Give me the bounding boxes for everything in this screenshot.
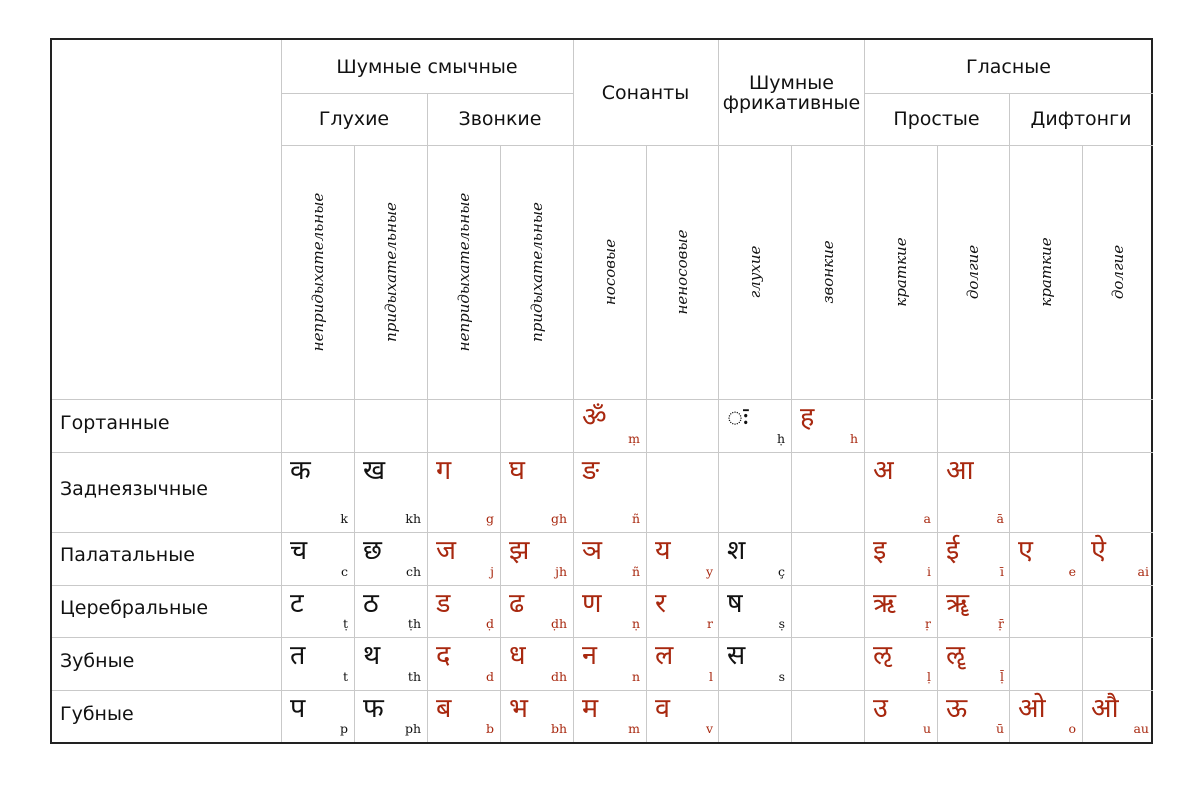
devanagari-glyph: त bbox=[290, 640, 306, 671]
row-label-palatal: Палатальные bbox=[60, 544, 195, 566]
transliteration: y bbox=[705, 564, 713, 579]
subheader-unaspirated-voiceless: непридыхательные bbox=[309, 192, 327, 352]
transliteration: gh bbox=[550, 511, 567, 526]
subheader-aspirated-voiced: придыхательные bbox=[528, 202, 546, 342]
row-label-velar: Заднеязычные bbox=[60, 478, 208, 500]
transliteration: b bbox=[485, 721, 494, 736]
transliteration: v bbox=[705, 721, 713, 736]
devanagari-glyph: द bbox=[436, 640, 451, 671]
subheader-unaspirated-voiced: непридыхательные bbox=[455, 192, 473, 352]
header-simple: Простые bbox=[893, 108, 980, 130]
devanagari-glyph: ञ bbox=[582, 535, 603, 566]
devanagari-glyph: अ bbox=[873, 455, 894, 486]
transliteration: au bbox=[1133, 721, 1149, 736]
devanagari-glyph: ई bbox=[946, 535, 960, 566]
devanagari-glyph: ऋ bbox=[873, 588, 897, 619]
devanagari-glyph: ण bbox=[582, 588, 602, 619]
devanagari-glyph: ब bbox=[436, 693, 452, 724]
devanagari-glyph: क bbox=[290, 455, 311, 486]
devanagari-glyph: ज bbox=[436, 535, 457, 566]
devanagari-glyph: ह bbox=[800, 402, 815, 433]
transliteration: j bbox=[490, 564, 494, 579]
transliteration: a bbox=[923, 511, 931, 526]
devanagari-glyph: ओ bbox=[1018, 693, 1046, 724]
transliteration: c bbox=[340, 564, 348, 579]
devanagari-glyph: ग bbox=[436, 455, 452, 486]
subheader-fricative-voiced: звонкие bbox=[819, 240, 837, 304]
row-label-labial: Губные bbox=[60, 703, 134, 725]
subheader-aspirated-voiceless: придыхательные bbox=[382, 202, 400, 342]
devanagari-glyph: छ bbox=[363, 535, 382, 566]
transliteration: ṭh bbox=[407, 616, 421, 631]
transliteration: n bbox=[631, 669, 640, 684]
devanagari-glyph: ध bbox=[509, 640, 526, 671]
transliteration: ñ bbox=[631, 511, 640, 526]
transliteration: t bbox=[342, 669, 348, 684]
transliteration: m bbox=[628, 721, 640, 736]
devanagari-glyph: भ bbox=[509, 693, 528, 724]
devanagari-glyph: व bbox=[655, 693, 671, 724]
header-voiced: Звонкие bbox=[458, 108, 542, 130]
devanagari-glyph: र bbox=[655, 588, 667, 619]
devanagari-glyph: ए bbox=[1018, 535, 1033, 566]
subheader-simple-short: краткие bbox=[892, 237, 910, 307]
transliteration: bh bbox=[550, 721, 567, 736]
devanagari-glyph: ऐ bbox=[1091, 535, 1106, 566]
devanagari-glyph: ङ bbox=[582, 455, 600, 486]
transliteration: ṃ bbox=[628, 431, 640, 446]
header-voiceless: Глухие bbox=[318, 108, 390, 130]
transliteration: i bbox=[927, 564, 931, 579]
devanagari-glyph: ढ bbox=[509, 588, 525, 619]
devanagari-glyph: घ bbox=[509, 455, 525, 486]
transliteration: h bbox=[849, 431, 858, 446]
transliteration: ṇ bbox=[631, 616, 640, 631]
devanagari-glyph: च bbox=[290, 535, 308, 566]
transliteration: ç bbox=[777, 564, 785, 579]
header-sonants: Сонанты bbox=[601, 81, 690, 104]
transliteration: ū bbox=[995, 721, 1004, 736]
subheader-simple-long: долгие bbox=[964, 244, 982, 300]
devanagari-glyph: इ bbox=[873, 535, 887, 566]
transliteration: th bbox=[407, 669, 421, 684]
devanagari-glyph: स bbox=[727, 640, 746, 671]
transliteration: g bbox=[485, 511, 494, 526]
transliteration: ī bbox=[1000, 564, 1004, 579]
subheader-fricative-voiceless: глухие bbox=[746, 245, 764, 299]
transliteration: ḍ bbox=[485, 616, 494, 631]
devanagari-glyph: ल bbox=[655, 640, 674, 671]
transliteration: ḷ bbox=[927, 669, 931, 684]
devanagari-glyph: ठ bbox=[363, 588, 379, 619]
transliteration: ai bbox=[1137, 564, 1149, 579]
transliteration: ṝ bbox=[998, 616, 1004, 631]
transliteration: ḍh bbox=[550, 616, 567, 631]
transliteration: s bbox=[778, 669, 785, 684]
devanagari-glyph: थ bbox=[363, 640, 381, 671]
devanagari-glyph: ऌ bbox=[873, 640, 892, 671]
transliteration: ph bbox=[404, 721, 421, 736]
devanagari-glyph: ख bbox=[363, 455, 386, 486]
row-label-guttural: Гортанные bbox=[60, 412, 170, 434]
devanagari-glyph: ◌ः bbox=[727, 402, 749, 433]
transliteration: ḥ bbox=[776, 431, 785, 446]
transliteration: o bbox=[1068, 721, 1076, 736]
devanagari-glyph: प bbox=[290, 693, 306, 724]
transliteration: dh bbox=[550, 669, 567, 684]
header-noisy-stops: Шумные смычные bbox=[336, 55, 518, 78]
row-label-dental: Зубные bbox=[60, 650, 135, 672]
devanagari-glyph: आ bbox=[946, 455, 974, 486]
sanskrit-phoneme-table bbox=[50, 38, 1153, 744]
devanagari-glyph: फ bbox=[363, 693, 384, 724]
subheader-diphthong-short: краткие bbox=[1037, 237, 1055, 307]
subheader-diphthong-long: долгие bbox=[1109, 244, 1127, 300]
transliteration: r bbox=[707, 616, 713, 631]
header-noisy-fricatives: Шумные фрикативные bbox=[722, 71, 861, 114]
devanagari-glyph: ड bbox=[436, 588, 451, 619]
devanagari-glyph: ॠ bbox=[946, 588, 970, 619]
subheader-non-nasal: неносовые bbox=[673, 229, 691, 315]
transliteration: l bbox=[709, 669, 713, 684]
header-diphthongs: Дифтонги bbox=[1030, 108, 1132, 130]
transliteration: ṣ bbox=[778, 616, 785, 631]
devanagari-glyph: ट bbox=[290, 588, 304, 619]
transliteration: ṛ bbox=[925, 616, 931, 631]
transliteration: p bbox=[339, 721, 348, 736]
devanagari-glyph: य bbox=[655, 535, 671, 566]
transliteration: ñ bbox=[631, 564, 640, 579]
transliteration: u bbox=[922, 721, 931, 736]
devanagari-glyph: झ bbox=[509, 535, 530, 566]
transliteration: k bbox=[340, 511, 348, 526]
subheader-nasal: носовые bbox=[601, 238, 619, 306]
transliteration: ṭ bbox=[342, 616, 348, 631]
transliteration: ā bbox=[996, 511, 1004, 526]
devanagari-glyph: श bbox=[727, 535, 746, 566]
transliteration: ḹ bbox=[1000, 669, 1004, 684]
transliteration: jh bbox=[555, 564, 567, 579]
devanagari-glyph: न bbox=[582, 640, 597, 671]
transliteration: kh bbox=[405, 511, 421, 526]
transliteration: d bbox=[485, 669, 494, 684]
devanagari-glyph: ॐ bbox=[582, 402, 607, 433]
devanagari-glyph: म bbox=[582, 693, 599, 724]
devanagari-glyph: औ bbox=[1091, 693, 1119, 724]
devanagari-glyph: ॡ bbox=[946, 640, 965, 671]
row-label-cerebral: Церебральные bbox=[60, 597, 209, 619]
transliteration: ch bbox=[405, 564, 421, 579]
devanagari-glyph: ष bbox=[727, 588, 743, 619]
devanagari-glyph: ऊ bbox=[946, 693, 968, 724]
devanagari-glyph: उ bbox=[873, 693, 888, 724]
header-vowels: Гласные bbox=[966, 55, 1051, 78]
transliteration: e bbox=[1068, 564, 1076, 579]
